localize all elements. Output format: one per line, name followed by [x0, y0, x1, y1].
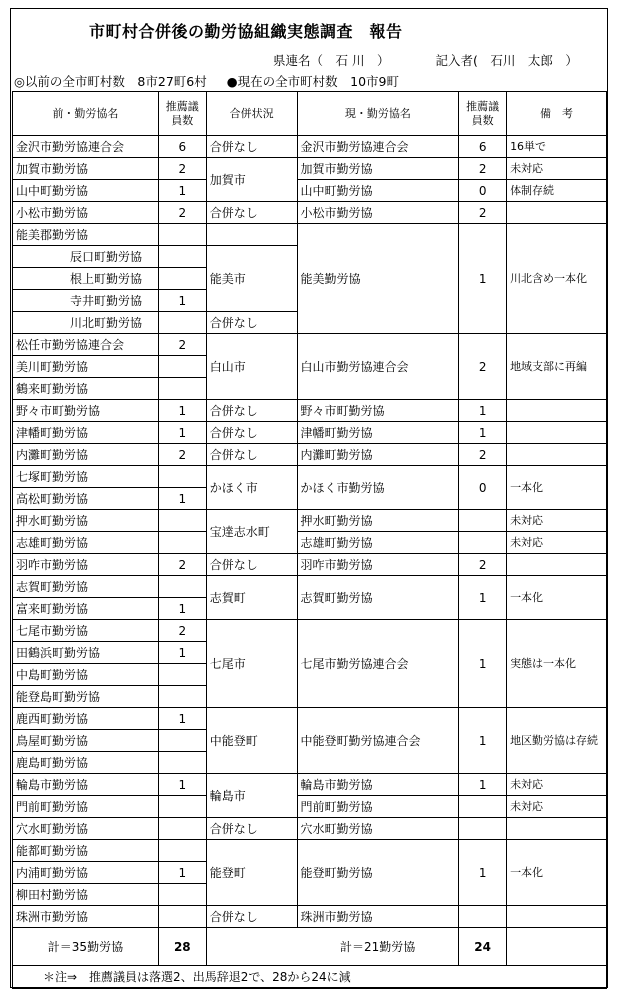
- merger-status: 志賀町: [206, 576, 297, 620]
- former-name: 羽咋市勤労協: [13, 554, 159, 576]
- former-count: [158, 906, 206, 928]
- merger-status: 合併なし: [206, 906, 297, 928]
- current-name: 山中町勤労協: [297, 180, 459, 202]
- footnote-row: [13, 966, 607, 989]
- former-name: 高松町勤労協: [13, 488, 159, 510]
- current-name: 金沢市勤労協連合会: [297, 136, 459, 158]
- remark: 川北含め一本化: [507, 224, 607, 334]
- former-name: 門前町勤労協: [13, 796, 159, 818]
- remark: [507, 906, 607, 928]
- former-total-label: 計＝35勤労協: [13, 928, 159, 966]
- current-name: 野々市町勤労協: [297, 400, 459, 422]
- current-count: 2: [459, 334, 507, 400]
- former-name: 田鶴浜町勤労協: [13, 642, 159, 664]
- former-name: 押水町勤労協: [13, 510, 159, 532]
- former-name: 能美郡勤労協: [13, 224, 159, 246]
- merger-status: 輪島市: [206, 774, 297, 818]
- table-row: [13, 224, 607, 246]
- table-row: [13, 158, 607, 180]
- former-count: 2: [158, 202, 206, 224]
- merger-status: 能美市: [206, 246, 297, 312]
- current-name: 小松市勤労協: [297, 202, 459, 224]
- former-count: [158, 796, 206, 818]
- remark: 一本化: [507, 576, 607, 620]
- header-former-count: 推薦議員数: [158, 92, 206, 136]
- header-row: [13, 92, 607, 136]
- former-count: [158, 686, 206, 708]
- remark: [507, 818, 607, 840]
- former-total-value: 28: [158, 928, 206, 966]
- current-name: 加賀市勤労協: [297, 158, 459, 180]
- before-count: ◎以前の全市町村数 8市27町6村: [14, 74, 207, 89]
- table-row: [13, 818, 607, 840]
- table-row: [13, 906, 607, 928]
- current-count: 1: [459, 708, 507, 774]
- former-name: 加賀市勤労協: [13, 158, 159, 180]
- former-name: 寺井町勤労協: [13, 290, 159, 312]
- current-name: 中能登町勤労協連合会: [297, 708, 459, 774]
- former-count: 1: [158, 642, 206, 664]
- current-name: 内灘町勤労協: [297, 444, 459, 466]
- remark: [507, 422, 607, 444]
- table-row: [13, 840, 607, 862]
- table-row: [13, 532, 607, 554]
- merger-status: 白山市: [206, 334, 297, 400]
- table-row: [13, 136, 607, 158]
- merger-status: 合併なし: [206, 202, 297, 224]
- current-name: 珠洲市勤労協: [297, 906, 459, 928]
- current-count: [459, 818, 507, 840]
- former-count: 1: [158, 290, 206, 312]
- former-count: [158, 356, 206, 378]
- table-row: [13, 466, 607, 488]
- totals-row: [13, 928, 607, 966]
- former-name: 美川町勤労協: [13, 356, 159, 378]
- former-name: 珠洲市勤労協: [13, 906, 159, 928]
- merger-status: 加賀市: [206, 158, 297, 202]
- merger-status: 合併なし: [206, 136, 297, 158]
- current-total-value: 24: [459, 928, 507, 966]
- former-name: 野々市町勤労協: [13, 400, 159, 422]
- page-title: 市町村合併後の勤労協組織実態調査 報告: [89, 22, 403, 41]
- merger-status: 合併なし: [206, 312, 297, 334]
- former-count: [158, 840, 206, 862]
- remark: [507, 554, 607, 576]
- table-row: [13, 576, 607, 598]
- merger-status-empty: [206, 224, 297, 246]
- former-count: 6: [158, 136, 206, 158]
- merger-status: 合併なし: [206, 554, 297, 576]
- current-name: 門前町勤労協: [297, 796, 459, 818]
- current-count: 1: [459, 620, 507, 708]
- former-name: 内灘町勤労協: [13, 444, 159, 466]
- former-count: 1: [158, 862, 206, 884]
- merger-status: 合併なし: [206, 818, 297, 840]
- table-row: [13, 180, 607, 202]
- current-name: 羽咋市勤労協: [297, 554, 459, 576]
- table-row: [13, 510, 607, 532]
- remark: 未対応: [507, 532, 607, 554]
- former-name: 中島町勤労協: [13, 664, 159, 686]
- former-count: 1: [158, 180, 206, 202]
- footnote: ＊注⇒ 推薦議員は落選2、出馬辞退2で、28から24に減: [13, 966, 607, 989]
- remark: [507, 202, 607, 224]
- former-name: 根上町勤労協: [13, 268, 159, 290]
- current-count: [459, 796, 507, 818]
- current-name: 津幡町勤労協: [297, 422, 459, 444]
- former-count: 2: [158, 620, 206, 642]
- former-count: 1: [158, 774, 206, 796]
- current-name: 志賀町勤労協: [297, 576, 459, 620]
- current-count: [459, 532, 507, 554]
- current-name: 穴水町勤労協: [297, 818, 459, 840]
- current-name: 志雄町勤労協: [297, 532, 459, 554]
- former-name: 鳥屋町勤労協: [13, 730, 159, 752]
- header-remarks: 備 考: [507, 92, 607, 136]
- after-count: ●現在の全市町村数 10市9町: [226, 74, 400, 89]
- table-row: [13, 554, 607, 576]
- merger-status: 合併なし: [206, 400, 297, 422]
- former-name: 辰口町勤労協: [13, 246, 159, 268]
- current-count: 2: [459, 202, 507, 224]
- table-row: [13, 422, 607, 444]
- remark: 未対応: [507, 796, 607, 818]
- current-count: 2: [459, 444, 507, 466]
- table-row: [13, 620, 607, 642]
- current-name: 押水町勤労協: [297, 510, 459, 532]
- former-count: [158, 246, 206, 268]
- former-count: [158, 730, 206, 752]
- remark: [507, 400, 607, 422]
- merger-status: 合併なし: [206, 444, 297, 466]
- current-count: 0: [459, 180, 507, 202]
- current-count: 0: [459, 466, 507, 510]
- former-name: 志雄町勤労協: [13, 532, 159, 554]
- former-count: 1: [158, 400, 206, 422]
- former-count: [158, 532, 206, 554]
- former-count: [158, 752, 206, 774]
- former-count: [158, 884, 206, 906]
- current-count: 1: [459, 576, 507, 620]
- table-row: [13, 400, 607, 422]
- former-name: 津幡町勤労協: [13, 422, 159, 444]
- remark: 未対応: [507, 510, 607, 532]
- former-count: 1: [158, 422, 206, 444]
- current-name: 能美勤労協: [297, 224, 459, 334]
- remark: 地区勤労協は存続: [507, 708, 607, 774]
- former-count: 2: [158, 554, 206, 576]
- former-name: 穴水町勤労協: [13, 818, 159, 840]
- merger-status: 能登町: [206, 840, 297, 906]
- count-line: [14, 72, 399, 90]
- merger-status: 宝達志水町: [206, 510, 297, 554]
- former-name: 能登島町勤労協: [13, 686, 159, 708]
- merger-status: 合併なし: [206, 422, 297, 444]
- remark: 未対応: [507, 158, 607, 180]
- table-row: [13, 334, 607, 356]
- header-former-name: 前・勤労協名: [13, 92, 159, 136]
- former-count: [158, 268, 206, 290]
- current-count: 1: [459, 422, 507, 444]
- former-name: 能都町勤労協: [13, 840, 159, 862]
- current-total-label: 計＝21勤労協: [297, 928, 459, 966]
- former-count: 2: [158, 334, 206, 356]
- current-count: [459, 510, 507, 532]
- current-name: 七尾市勤労協連合会: [297, 620, 459, 708]
- former-name: 松任市勤労協連合会: [13, 334, 159, 356]
- former-count: 1: [158, 598, 206, 620]
- remark: 体制存続: [507, 180, 607, 202]
- former-name: 柳田村勤労協: [13, 884, 159, 906]
- former-name: 小松市勤労協: [13, 202, 159, 224]
- former-count: [158, 510, 206, 532]
- former-name: 富来町勤労協: [13, 598, 159, 620]
- remark: 地域支部に再編: [507, 334, 607, 400]
- prefecture-label: 県連名（ 石 川 ）: [273, 53, 390, 68]
- current-count: [459, 906, 507, 928]
- remark: [507, 444, 607, 466]
- header-current-count: 推薦議員数: [459, 92, 507, 136]
- former-name: 七塚町勤労協: [13, 466, 159, 488]
- current-count: 1: [459, 224, 507, 334]
- current-count: 6: [459, 136, 507, 158]
- table-row: [13, 774, 607, 796]
- former-count: [158, 576, 206, 598]
- current-count: 2: [459, 158, 507, 180]
- table-row: [13, 444, 607, 466]
- former-name: 輪島市勤労協: [13, 774, 159, 796]
- remark: 一本化: [507, 840, 607, 906]
- former-name: 鹿島町勤労協: [13, 752, 159, 774]
- former-count: 1: [158, 488, 206, 510]
- survey-table: [12, 91, 607, 989]
- current-count: 1: [459, 400, 507, 422]
- former-name: 鶴来町勤労協: [13, 378, 159, 400]
- former-name: 金沢市勤労協連合会: [13, 136, 159, 158]
- table-row: [13, 202, 607, 224]
- current-name: 白山市勤労協連合会: [297, 334, 459, 400]
- former-count: [158, 224, 206, 246]
- former-name: 山中町勤労協: [13, 180, 159, 202]
- merger-status: 中能登町: [206, 708, 297, 774]
- former-name: 川北町勤労協: [13, 312, 159, 334]
- header-current-name: 現・勤労協名: [297, 92, 459, 136]
- current-count: 2: [459, 554, 507, 576]
- former-count: 2: [158, 158, 206, 180]
- remark: 未対応: [507, 774, 607, 796]
- remark: 16単で: [507, 136, 607, 158]
- former-name: 鹿西町勤労協: [13, 708, 159, 730]
- meta-line: [273, 51, 578, 69]
- former-count: [158, 312, 206, 334]
- remark: 実態は一本化: [507, 620, 607, 708]
- header-merger: 合併状況: [206, 92, 297, 136]
- former-name: 志賀町勤労協: [13, 576, 159, 598]
- table-row: [13, 708, 607, 730]
- current-name: 輪島市勤労協: [297, 774, 459, 796]
- former-count: [158, 378, 206, 400]
- former-count: [158, 664, 206, 686]
- current-name: 能登町勤労協: [297, 840, 459, 906]
- merger-status: かほく市: [206, 466, 297, 510]
- former-name: 七尾市勤労協: [13, 620, 159, 642]
- former-count: [158, 818, 206, 840]
- former-count: 1: [158, 708, 206, 730]
- total-remark-empty: [507, 928, 607, 966]
- current-count: 1: [459, 840, 507, 906]
- table-row: [13, 796, 607, 818]
- remark: 一本化: [507, 466, 607, 510]
- current-name: かほく市勤労協: [297, 466, 459, 510]
- current-count: 1: [459, 774, 507, 796]
- report-sheet: [10, 8, 608, 988]
- merger-status: 七尾市: [206, 620, 297, 708]
- former-count: [158, 466, 206, 488]
- total-spacer: [206, 928, 297, 966]
- writer-label: 記入者( 石川 太郎 ）: [435, 53, 578, 68]
- former-name: 内浦町勤労協: [13, 862, 159, 884]
- former-count: 2: [158, 444, 206, 466]
